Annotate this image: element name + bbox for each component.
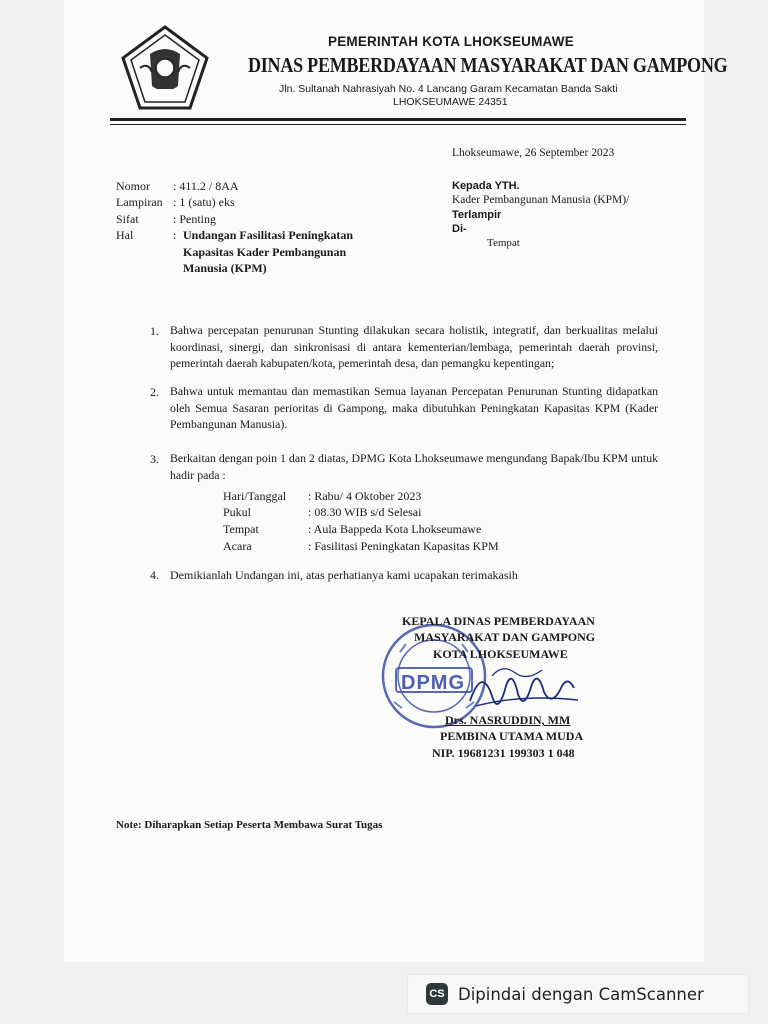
lampiran-value: : 1 (satu) eks — [173, 195, 235, 209]
footer-note: Note: Diharapkan Setiap Peserta Membawa Surat Tugas — [116, 819, 383, 831]
camscanner-watermark — [408, 975, 748, 1013]
signatory-rank: PEMBINA UTAMA MUDA — [440, 729, 584, 743]
letter-date: Lhokseumawe, 26 September 2023 — [452, 147, 615, 159]
point-number: 2. — [150, 385, 159, 399]
hal-label: Hal — [116, 228, 134, 242]
recipient-tempat: Tempat — [487, 237, 520, 249]
event-label: Pukul — [223, 505, 252, 519]
event-value: : Fasilitasi Peningkatan Kapasitas KPM — [308, 539, 499, 553]
hal-line: Undangan Fasilitasi Peningkatan — [183, 228, 354, 242]
header-divider — [110, 118, 686, 121]
point-text: Bahwa untuk memantau dan memastikan Semua layanan Percepatan Penurunan Stunting didapatkan oleh Semua Sasaran perioritas di Gampong, maka dibutuhkan Peningkatan Kapasitas KPM (Kader Pembangunan Manusia). — [170, 384, 658, 431]
point-number: 3. — [150, 452, 159, 466]
signatory-nip: NIP. 19681231 199303 1 048 — [432, 746, 575, 760]
camscanner-text: Dipindai dengan CamScanner — [458, 984, 704, 1004]
lampiran-label: Lampiran — [116, 195, 163, 209]
point-text: Bahwa percepatan penurunan Stunting dilakukan secara holistik, integratif, dan berkualitas melalui koordinasi, sinergi, dan sinkronisasi di antara kementerian/lembaga, pemerintah daerah provinsi, pemerintah daerah kabupaten/kota, pemerintah desa, dan pemangku kepentingan; — [170, 323, 658, 370]
event-value: : 08.30 WIB s/d Selesai — [308, 505, 422, 519]
hal-line: Kapasitas Kader Pembangunan — [183, 245, 347, 259]
recipient-kepada: Kepada YTH. — [452, 180, 520, 192]
point-text: Demikianlah Undangan ini, atas perhatianya kami ucapakan terimakasih — [170, 568, 518, 582]
stamp-text: DPMG — [401, 672, 465, 694]
event-label: Acara — [223, 539, 252, 553]
header-postal: LHOKSEUMAWE 24351 — [393, 96, 508, 108]
hal-line: Manusia (KPM) — [183, 261, 267, 275]
signature-title: KOTA LHOKSEUMAWE — [433, 647, 568, 661]
camscanner-logo-icon: CS — [426, 983, 448, 1005]
hal-colon: : — [173, 228, 177, 242]
signatory-name: Drs. NASRUDDIN, MM — [445, 713, 571, 727]
sifat-label: Sifat — [116, 212, 139, 226]
header-government: PEMERINTAH KOTA LHOKSEUMAWE — [328, 34, 574, 49]
recipient-name: Kader Pembangunan Manusia (KPM)/ — [452, 194, 630, 206]
point-number: 4. — [150, 568, 159, 582]
recipient-di: Di- — [452, 223, 467, 235]
signature-title: MASYARAKAT DAN GAMPONG — [414, 630, 596, 644]
event-label: Hari/Tanggal — [223, 489, 287, 503]
nomor-label: Nomor — [116, 179, 150, 193]
point-text: Berkaitan dengan poin 1 dan 2 diatas, DPMG Kota Lhokseumawe mengundang Bapak/Ibu KPM untuk hadir pada : — [170, 451, 658, 482]
nomor-value: : 411.2 / 8AA — [173, 179, 239, 193]
recipient-terlampir: Terlampir — [452, 209, 502, 221]
header-agency: DINAS PEMBERDAYAAN MASYARAKAT DAN GAMPONG — [248, 53, 728, 77]
header-address: Jln. Sultanah Nahrasiyah No. 4 Lancang Garam Kecamatan Banda Sakti — [279, 83, 618, 95]
event-value: : Aula Bappeda Kota Lhokseumawe — [308, 522, 482, 536]
event-label: Tempat — [223, 522, 259, 536]
signature-title: KEPALA DINAS PEMBERDAYAAN — [402, 614, 595, 628]
city-emblem-icon — [120, 24, 210, 112]
sifat-value: : Penting — [173, 212, 217, 226]
point-number: 1. — [150, 324, 159, 338]
header-divider-thin — [110, 124, 686, 125]
event-value: : Rabu/ 4 Oktober 2023 — [308, 489, 422, 503]
